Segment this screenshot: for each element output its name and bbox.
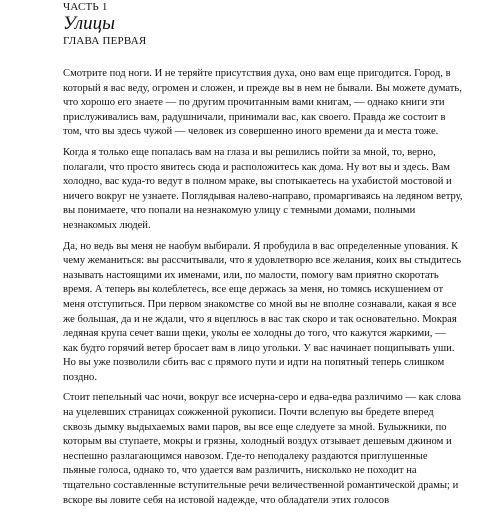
paragraph: Когда я только еще попалась вам на глаза и вы решились пойти за мной, то, верно, полагали, что просто явитесь сюда и расположитесь как дома. Ну вот вы и здесь. Вам холодно, вас куда-то ведут в полном мраке, вы спотыкаетесь на ухабистой мостовой и ничего вокруг не узнаете. Поглядывая налево-направо, промаргиваясь на ледяном ветру, вы понимаете, что попали на незнакомую улицу с темными домами, полными незнакомых людей. — [63, 146, 463, 231]
book-page — [63, 0, 463, 514]
paragraph: Стоит пепельный час ночи, вокруг все исчерна-серо и едва-едва различимо — как слова на уцелевших страницах сожженной рукописи. Почти вслепую вы бредете вперед сквозь дымку выдыхаемых вами паров, вы все еще следуете за мной. Булыжники, по которым вы ступаете, мокры и грязны, холодный воздух отзывает дешевым джином и неспешно разлагающимся навозом. Где-то неподалеку раздаются приглушенные пьяные голоса, однако то, что удается вам различить, нисколько не походит на тщательно составленные вступительные речи величественной романтической драмы; и вскоре вы ловите себя на истовой надежде, что обладатели этих голосов — [63, 392, 461, 506]
paragraph: Смотрите под ноги. И не теряйте присутствия духа, оно вам еще пригодится. Город, в который я вас веду, огромен и сложен, и прежде вы в нем не бывали. Вы можете думать, что хорошо его знаете — по другим прочитанным вами книгам, — однако книги эти прислуживались вам, радушничали, принимали вас, как своего. Правда же состоит в том, что вы здесь чужой — человек из совершенно иного времени да и места тоже. — [63, 68, 462, 138]
part-label: ЧАСТЬ 1 — [63, 1, 108, 13]
part-title: Улицы — [63, 13, 115, 34]
chapter-label: ГЛАВА ПЕРВАЯ — [63, 35, 147, 47]
chapter-body — [63, 67, 463, 508]
paragraph: Да, но ведь вы меня не наобум выбирали. Я пробудила в вас определенные упования. К чему жеманиться: вы рассчитывали, что я удовлетворю все желания, коих вы стыдитесь называть настоящими их именами, или, по малости, помогу вам приятно скоротать время. А теперь вы колеблетесь, все еще держась за меня, но томясь искушением от меня отступиться. При первом знакомстве со мной вы не вполне сознавали, какая я все же большая, да и не ждали, что я вцеплюсь в вас так скоро и так основательно. Мокрая ледяная крупа сечет ваши щеки, уколы ее холодны до того, что кажутся жаркими, — как будто горячий ветер бросает вам в лицо угольки. У вас начинает пощипывать уши. Но вы уже позволили сбить вас с прямого пути и идти на попятный теперь слишком поздно. — [63, 240, 462, 383]
